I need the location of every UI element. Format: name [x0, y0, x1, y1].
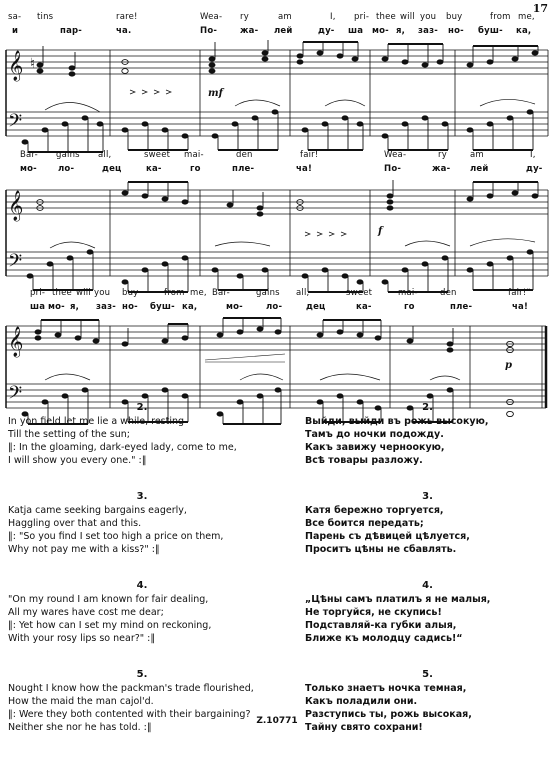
syllable: ча!	[296, 164, 313, 174]
syllable: den	[236, 150, 253, 160]
syllable: me,	[518, 12, 535, 22]
svg-text:𝄞: 𝄞	[8, 327, 24, 357]
verse-line: Haggling over that and this.	[8, 518, 142, 529]
verse-line: Why not pay me with a kiss?" :‖	[8, 544, 160, 555]
syllable: го	[404, 302, 415, 312]
syllable: По-	[384, 164, 402, 174]
dynamic-mf: mf	[208, 88, 223, 99]
syllable: но-	[122, 302, 138, 312]
verse-line: Только знаетъ ночка темная,	[305, 683, 467, 694]
verse-line: Парень съ дѣвицей цѣлуется,	[305, 531, 470, 542]
verse-line: Какъ завижу черноокую,	[305, 442, 445, 453]
syllable: я,	[396, 26, 406, 36]
syllable: buy	[446, 12, 463, 22]
syllable: tins	[37, 12, 54, 22]
verse-line: ‖: In the gloaming, dark-eyed lady, come to me,	[8, 442, 237, 453]
verses-russian	[305, 402, 550, 758]
syllable: заз-	[96, 302, 116, 312]
verse-line: How the maid the man cajol'd.	[8, 696, 154, 707]
syllable: заз-	[418, 26, 438, 36]
grand-staff-2	[0, 180, 554, 300]
syllable: ry	[438, 150, 447, 160]
lyrics-english	[0, 12, 554, 26]
syllable: ка,	[516, 26, 532, 36]
syllable: from	[164, 288, 185, 298]
syllable: ло-	[266, 302, 283, 312]
verse-line: Till the setting of the sun;	[8, 429, 130, 440]
syllable: fair!	[300, 150, 319, 160]
syllable: mai-	[398, 288, 418, 298]
syllable: sweet	[144, 150, 171, 160]
syllable: all,	[296, 288, 310, 298]
syllable: пар-	[60, 26, 83, 36]
syllable: буш-	[478, 26, 503, 36]
verse-line: Всѣ товары разложу.	[305, 455, 423, 466]
stanza	[8, 402, 276, 491]
verse-number: 2.	[136, 402, 148, 413]
syllable: am	[470, 150, 484, 160]
verse-number: 4.	[422, 580, 433, 591]
syllable: Bar-	[212, 288, 230, 298]
svg-text:𝄢: 𝄢	[8, 111, 23, 136]
syllable: den	[440, 288, 457, 298]
verse-line: Какъ поладили они.	[305, 696, 418, 707]
verse-number: 4.	[136, 580, 148, 591]
svg-text:♮: ♮	[30, 56, 36, 72]
stanza	[305, 669, 550, 758]
syllable: I,	[330, 12, 336, 22]
verse-line: Выйди, выйди въ рожь высокую,	[305, 416, 489, 427]
verse-line: "On my round I am known for fair dealing,	[8, 594, 209, 605]
syllable: you	[420, 12, 437, 22]
verse-line: Тамъ до ночки подожду.	[305, 429, 444, 440]
verse-number: 3.	[136, 491, 148, 502]
syllable: жа-	[240, 26, 259, 36]
syllable: Wea-	[384, 150, 407, 160]
stanza	[305, 580, 550, 669]
page-number: 17	[532, 2, 548, 15]
stanza	[8, 669, 276, 758]
syllable: gains	[256, 288, 280, 298]
syllable: го	[190, 164, 201, 174]
syllable: ча.	[116, 26, 132, 36]
verse-number: 5.	[422, 669, 433, 680]
syllable: will	[400, 12, 415, 22]
syllable: sa-	[8, 12, 22, 22]
verse-line: All my wares have cost me dear;	[8, 607, 164, 618]
verse-line: Katja came seeking bargains eagerly,	[8, 505, 187, 516]
syllable: me,	[190, 288, 207, 298]
syllable: ша	[30, 302, 46, 312]
verse-line: ‖: "So you find I set too high a price on them,	[8, 531, 224, 542]
syllable: ry	[240, 12, 249, 22]
dynamic-p: p	[505, 360, 512, 371]
syllable: ду-	[318, 26, 335, 36]
syllable: пле-	[450, 302, 473, 312]
verse-line: I will show you every one." :‖	[8, 455, 147, 466]
syllable: fair!"	[508, 288, 531, 298]
syllable: pri-	[354, 12, 370, 22]
syllable: лей	[274, 26, 293, 36]
syllable: thee	[376, 12, 396, 22]
syllable: from	[490, 12, 511, 22]
syllable: дец	[306, 302, 326, 312]
svg-text:𝄞: 𝄞	[8, 191, 24, 221]
lyrics-russian	[0, 302, 554, 316]
syllable: и	[12, 26, 19, 36]
stanza	[8, 491, 276, 580]
verse-line: ‖: Yet how can I set my mind on reckoning,	[8, 620, 212, 631]
lyrics-russian	[0, 164, 554, 178]
syllable: you	[94, 288, 111, 298]
plate-number: Z.10771	[256, 716, 298, 726]
grand-staff-1	[0, 40, 554, 160]
verse-line: Не торгуйся, не скупись!	[305, 607, 442, 618]
syllable: Wea-	[200, 12, 223, 22]
lyrics-english	[0, 150, 554, 164]
verses-english	[8, 402, 276, 758]
syllable: мо-	[372, 26, 389, 36]
syllable: ло-	[58, 164, 75, 174]
stanza	[305, 491, 550, 580]
syllable: буш-	[150, 302, 175, 312]
verse-number: 2.	[422, 402, 433, 413]
verse-line: Neither she nor he has told. :‖	[8, 722, 152, 733]
syllable: По-	[200, 26, 218, 36]
svg-text:𝄞: 𝄞	[8, 51, 24, 81]
syllable: I,	[530, 150, 536, 160]
verse-line: Все боится передать;	[305, 518, 424, 529]
verse-number: 3.	[422, 491, 433, 502]
svg-text:𝄢: 𝄢	[8, 383, 23, 408]
lyrics-russian	[0, 26, 554, 40]
verse-line: In yon field let me lie a while, resting	[8, 416, 185, 427]
syllable: gains	[56, 150, 80, 160]
verse-line: With your rosy lips so near?" :‖	[8, 633, 156, 644]
syllable: rare!	[116, 12, 138, 22]
syllable: ча!	[512, 302, 529, 312]
syllable: am	[278, 12, 292, 22]
verse-line: Разступись ты, рожь высокая,	[305, 709, 472, 720]
stanza	[305, 402, 550, 491]
syllable: all,	[98, 150, 112, 160]
syllable: ка-	[146, 164, 162, 174]
svg-text:𝄢: 𝄢	[8, 251, 23, 276]
syllable: ка,	[182, 302, 198, 312]
syllable: will	[76, 288, 91, 298]
syllable: Bar-	[20, 150, 38, 160]
stanza	[8, 580, 276, 669]
verse-line: Nought I know how the packman's trade flourished,	[8, 683, 254, 694]
syllable: ка-	[356, 302, 372, 312]
syllable: мо-	[226, 302, 243, 312]
syllable: thee	[52, 288, 72, 298]
lyrics-english	[0, 288, 554, 302]
syllable: я,	[70, 302, 80, 312]
syllable: мо-	[20, 164, 37, 174]
syllable: но-	[448, 26, 464, 36]
syllable: жа-	[432, 164, 451, 174]
verse-line: Подставляй-ка губки алыя,	[305, 620, 457, 631]
verse-line: Проситъ цѣны не сбавлять.	[305, 544, 457, 555]
syllable: пле-	[232, 164, 255, 174]
syllable: дец	[102, 164, 122, 174]
syllable: ду-	[526, 164, 543, 174]
verse-line: Ближе къ молодцу садись!“	[305, 633, 463, 644]
verse-line: ‖: Were they both contented with their bargaining?	[8, 709, 251, 720]
verse-number: 5.	[136, 669, 148, 680]
syllable: лей	[470, 164, 489, 174]
verse-line: „Цѣны самъ платилъ я не малыя,	[305, 594, 491, 605]
verse-line: Тайну свято сохрани!	[305, 722, 423, 733]
syllable: buy	[122, 288, 139, 298]
syllable: sweet	[346, 288, 373, 298]
dynamic-f: f	[378, 226, 383, 237]
syllable: mai-	[184, 150, 204, 160]
syllable: ша	[348, 26, 364, 36]
verse-line: Катя бережно торгуется,	[305, 505, 444, 516]
syllable: мо-	[48, 302, 65, 312]
syllable: pri-	[30, 288, 46, 298]
